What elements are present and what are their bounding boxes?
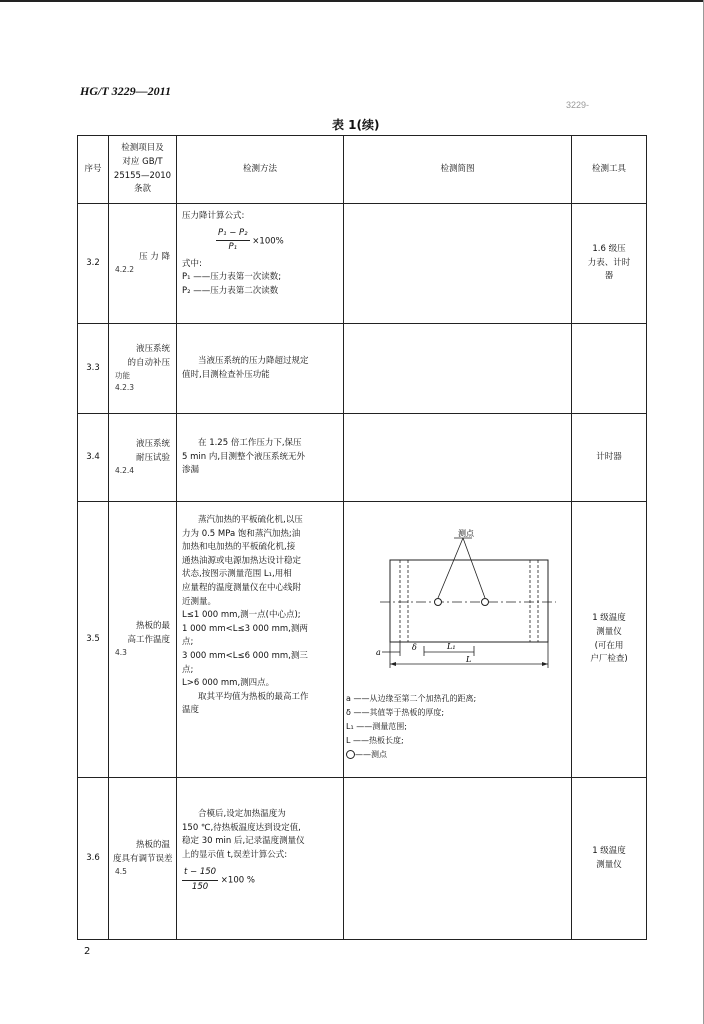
a-label: a — [376, 648, 381, 657]
header-item: 检测项目及 对应 GB/T 25155—2010 条款 — [109, 136, 177, 204]
row-tool: 1 级温度 测量仪 (可在用 户厂检查) — [572, 502, 647, 778]
row-tool: 1.6 级压 力表、计时 器 — [572, 204, 647, 324]
row-number: 3.4 — [78, 414, 109, 502]
row-number: 3.6 — [78, 778, 109, 940]
table-row — [78, 778, 647, 940]
row-method: 当液压系统的压力降超过规定 值时,目测检查补压功能 — [177, 324, 344, 414]
scan-mark: 3229- — [566, 100, 590, 110]
l-label: L — [466, 655, 472, 664]
row-diagram — [344, 204, 572, 324]
header-diagram: 检测简图 — [344, 136, 572, 204]
row-method: 在 1.25 倍工作压力下,保压 5 min 内,目测整个液压系统无外 渗漏 — [177, 414, 344, 502]
measuring-point — [435, 599, 442, 606]
row-item: 热板的温 度具有调节误差 4.5 — [109, 778, 177, 940]
table-row — [78, 502, 647, 778]
row-item: 压 力 降 4.2.2 — [109, 204, 177, 324]
standard-code: HG/T 3229—2011 — [80, 84, 172, 98]
pressure-drop-formula: $\frac{\text{P₁ − P₂}}{\text{P₁}}$ ×100% — [218, 227, 284, 253]
page-top-border — [0, 0, 704, 2]
row-diagram — [344, 324, 572, 414]
plate-outline — [390, 560, 548, 642]
header-tool: 检测工具 — [572, 136, 647, 204]
table-header-row — [78, 136, 647, 204]
row-number: 3.3 — [78, 324, 109, 414]
row-number: 3.2 — [78, 204, 109, 324]
spec-table — [77, 135, 647, 940]
header-no: 序号 — [78, 136, 109, 204]
row-diagram — [344, 778, 572, 940]
row-method: 蒸汽加热的平板硫化机,以压 力为 0.5 MPa 饱和蒸汽加热;油 加热和电加热的平板硫化机,接 通热油源或电源加热达设计稳定 状态,按图示测量范围 L₁,用相 应量程的温度测量仪在中心线附 近测量。 L≤1 000 mm,测一点(中心点); 1 000 mm<L≤3 000 mm,测两 点; 3 000 mm<L≤6 000 mm,测三 点; L>6 000 mm,测四点。 取其平均值为热板的最高工作 温度 — [177, 502, 344, 778]
callout-line-right — [463, 538, 485, 598]
diagram-legend: a ——从边缘至第二个加热孔的距离; δ ——其值等于热板的厚度; L₁ ——测量范围; L ——热板长度; ——测点 — [346, 694, 477, 759]
table-row — [78, 324, 647, 414]
page-number: 2 — [84, 946, 91, 957]
measuring-point-icon — [346, 750, 355, 759]
delta-label: δ — [412, 643, 417, 652]
row-item: 液压系统 耐压试验 4.2.4 — [109, 414, 177, 502]
row-tool: 计时器 — [572, 414, 647, 502]
callout-line-left — [438, 538, 463, 598]
row-item: 液压系统 的自动补压 功能 4.2.3 — [109, 324, 177, 414]
row-tool — [572, 324, 647, 414]
row-diagram — [344, 414, 572, 502]
row-tool: 1 级温度 测量仪 — [572, 778, 647, 940]
row-method: 合模后,设定加热温度为 150 ℃,待热板温度达到设定值, 稳定 30 min 后,记录温度测量仪 上的显示值 t,误差计算公式: $\frac{t - 150}{150}$ ×100 % — [177, 778, 344, 940]
heating-plate-diagram — [344, 522, 572, 692]
row-diagram — [344, 502, 572, 778]
temperature-error-formula: $\frac{t - 150}{150}$ ×100 % — [184, 867, 255, 892]
callout-label: 测点 — [458, 529, 474, 538]
table-caption: 表 1(续) — [332, 118, 380, 132]
row-item: 热板的最 高工作温度 4.3 — [109, 502, 177, 778]
row-number: 3.5 — [78, 502, 109, 778]
table-row — [78, 204, 647, 324]
table-row — [78, 414, 647, 502]
l1-label: L₁ — [447, 642, 456, 651]
row-method: 压力降计算公式: $\frac{\text{P₁ − P₂}}{\text{P₁}}$ ×100% 式中: P₁ ——压力表第一次读数; P₂ ——压力表第二次读数 — [177, 204, 344, 324]
measuring-point — [482, 599, 489, 606]
header-method: 检测方法 — [177, 136, 344, 204]
